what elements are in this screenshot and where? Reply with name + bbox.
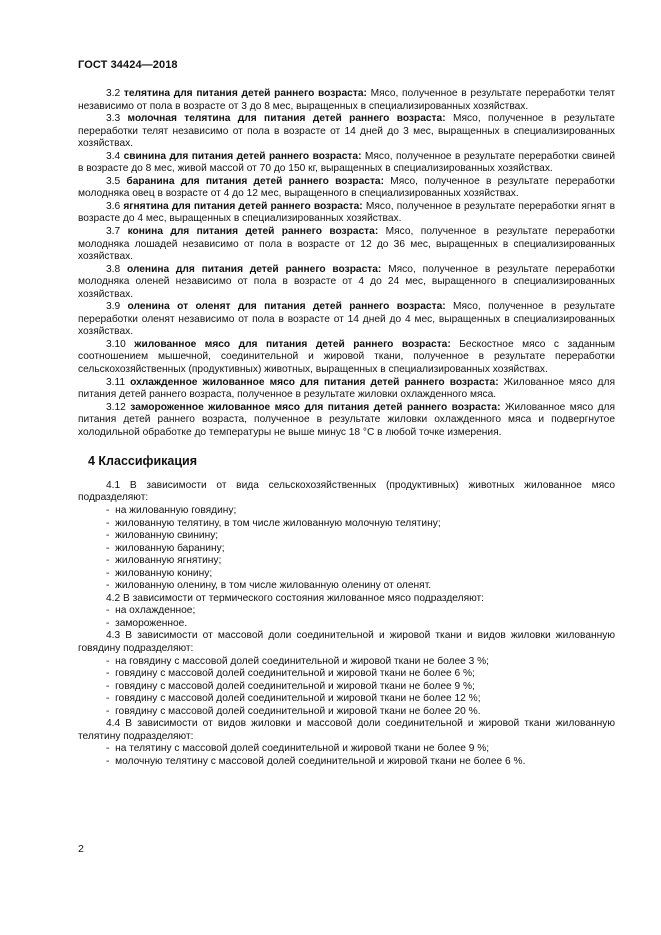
definition-text: Мясо, полученное в результате переработки ягнят в возрасте до 4 мес, выращенных в специализированных хозяйствах. [78, 200, 615, 225]
list-item: - говядину с массовой долей соединительной и жировой ткани не более 20 %. [106, 706, 615, 719]
definition-text: Бескостное мясо с заданным соотношением мышечной, соединительной и жировой ткани, полученное в результате переработки сельскохозяйственных (продуктивных) животных, выращенных в специализированных хозяйствах. [78, 338, 615, 376]
paragraph-4-2: 4.2 В зависимости от термического состояния жилованное мясо подразделяют: [106, 592, 485, 604]
list-item: - говядину с массовой долей соединительной и жировой ткани не более 6 %; [106, 668, 615, 681]
definition-number: 3.9 [106, 301, 121, 313]
definition-number: 3.2 [106, 88, 121, 99]
list-4-3 [78, 656, 615, 719]
list-item: - на телятину с массовой долей соединительной и жировой ткани не более 9 %; [106, 743, 615, 756]
definition-number: 3.10 [106, 338, 126, 350]
list-item: - жилованную оленину, в том числе жилованную оленину от оленят. [106, 580, 615, 593]
definition-text: Мясо, полученное в результате переработки телят независимо от пола в возрасте от 14 дней до 3 мес, выращенных в специализированных хозяйствах. [78, 113, 615, 150]
list-item: - на жилованную говядину; [106, 505, 615, 518]
definition-term: оленина от оленят для питания детей раннего возраста: [127, 301, 446, 313]
list-item: - жилованную баранину; [106, 543, 615, 556]
list-item: - молочную телятину с массовой долей соединительной и жировой ткани не более 6 %. [106, 756, 615, 769]
definition-paragraph [78, 201, 615, 226]
list-item: - жилованную свинину; [106, 530, 615, 543]
list-4-1 [78, 505, 615, 593]
definition-paragraph [78, 301, 615, 339]
definition-text: Мясо, полученное в результате переработки оленят независимо от пола в возрасте от 14 дней до 4 мес, выращенных в специализированных хозяйствах. [78, 301, 615, 338]
definition-text: Мясо, полученное в результате переработки свиней в возрасте до 8 мес, живой массой от 70 до 150 кг, выращенных в специализированных хозяйствах. [78, 150, 616, 175]
definition-paragraph [78, 339, 615, 377]
paragraph-4-1: 4.1 В зависимости от вида сельскохозяйственных (продуктивных) животных жилованное мясо подразделяют: [78, 479, 615, 504]
definition-number: 3.5 [106, 175, 121, 187]
document-header: ГОСТ 34424—2018 [78, 59, 178, 71]
list-4-2 [78, 605, 615, 630]
definition-text: Мясо, полученное в результате переработки молодняка овец в возрасте от 4 до 12 мес, выращенного в специализированных хозяйствах. [78, 175, 615, 200]
definition-number: 3.7 [106, 226, 121, 238]
definition-number: 3.11 [106, 376, 126, 388]
list-item: - жилованную конину; [106, 568, 615, 581]
definition-term: молочная телятина для питания детей раннего возраста: [127, 113, 446, 125]
definition-text: Жилованное мясо для питания детей раннего возраста, полученное в результате жиловки охлажденного мяса и подвергнутое холодильной обработке до температуры не выше минус 18 °С в любой точке измерения. [78, 401, 615, 438]
definition-text: Мясо, полученное в результате переработки телят независимо от пола в возрасте от 3 до 8 мес, выращенных в специализированных хозяйствах. [78, 88, 615, 112]
definition-paragraph [78, 176, 615, 201]
definition-paragraph [78, 226, 615, 264]
definition-number: 3.3 [106, 113, 121, 125]
definition-text: Мясо, полученное в результате переработки молодняка лошадей независимо от пола в возрасте от 12 до 36 мес, выращенных в специализированных хозяйствах. [78, 226, 615, 263]
definition-text: Жилованное мясо для питания детей раннего возраста, полученное в результате жиловки охлажденного мяса. [78, 376, 615, 401]
section-heading: 4 Классификация [88, 454, 198, 469]
definition-text: Мясо, полученное в результате переработки молодняка оленей независимо от пола в возрасте от 4 до 24 мес, выращенного в специализированных хозяйствах. [78, 263, 615, 300]
definition-paragraph [78, 402, 615, 440]
definition-number: 3.12 [106, 401, 126, 413]
definition-paragraph [78, 88, 615, 113]
paragraph-4-3: 4.3 В зависимости от массовой доли соединительной и жировой ткани и видов жиловки жилованную говядину подразделяют: [78, 630, 615, 654]
list-item: - на охлажденное; [106, 605, 615, 618]
definition-term: оленина для питания детей раннего возраста: [126, 263, 382, 275]
definition-term: ягнятина для питания детей раннего возраста: [123, 200, 363, 212]
list-item: - замороженное. [106, 618, 615, 631]
definition-paragraph [78, 151, 615, 176]
definitions-list [78, 88, 615, 439]
list-item: - говядину с массовой долей соединительной и жировой ткани не более 12 %; [106, 693, 615, 706]
definition-number: 3.8 [106, 263, 121, 275]
definition-term: баранина для питания детей раннего возраста: [126, 175, 384, 187]
paragraph-4-4: 4.4 В зависимости от видов жиловки и массовой доли соединительной и жировой ткани жилованную телятину подразделяют: [78, 718, 615, 742]
document-body [78, 88, 615, 768]
definition-term: конина для питания детей раннего возраста: [127, 226, 379, 238]
definition-number: 3.4 [106, 150, 121, 162]
definition-number: 3.6 [106, 200, 121, 212]
definition-paragraph [78, 377, 615, 402]
definition-paragraph [78, 264, 615, 302]
list-item: - говядину с массовой долей соединительной и жировой ткани не более 9 %; [106, 681, 615, 694]
definition-term: жилованное мясо для питания детей раннего возраста: [134, 338, 451, 350]
list-item: - на говядину с массовой долей соединительной и жировой ткани не более 3 %; [106, 656, 615, 669]
definition-term: охлажденное жилованное мясо для питания детей раннего возраста: [130, 376, 499, 388]
definition-paragraph [78, 113, 615, 151]
page-number: 2 [78, 843, 84, 855]
definition-term: замороженное жилованное мясо для питания детей раннего возраста: [130, 401, 501, 413]
list-item: - жилованную телятину, в том числе жилованную молочную телятину; [106, 518, 615, 531]
list-item: - жилованную ягнятину; [106, 555, 615, 568]
definition-term: телятина для питания детей раннего возраста: [123, 88, 367, 99]
list-4-4 [78, 743, 615, 768]
definition-term: свинина для питания детей раннего возраста: [123, 150, 362, 162]
